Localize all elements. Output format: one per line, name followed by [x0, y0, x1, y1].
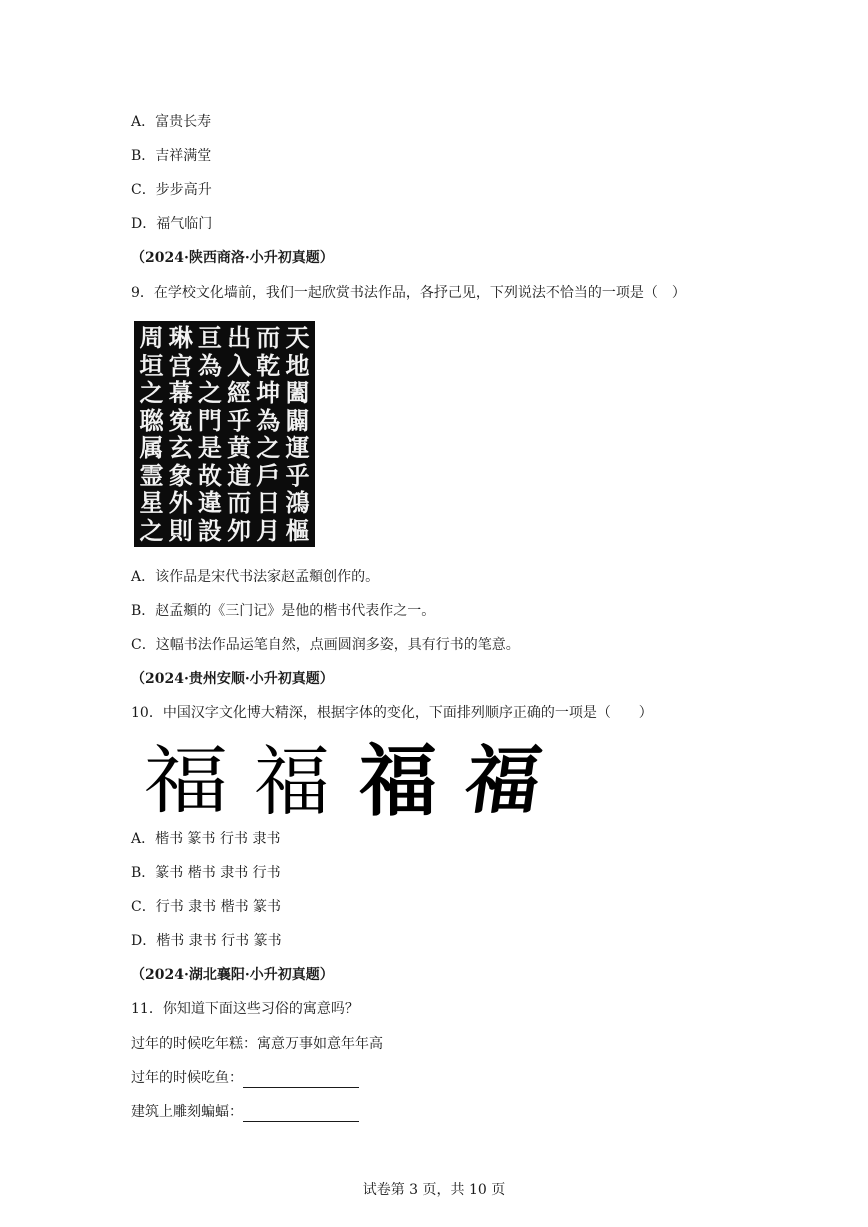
q8-option-d: D．福气临门 — [131, 216, 213, 232]
calligraphy-char: 經 — [227, 378, 252, 408]
calligraphy-char: 為 — [197, 350, 222, 380]
calligraphy-char: 星 — [139, 488, 164, 518]
fu-char-4: 福 — [460, 738, 547, 824]
calligraphy-char: 違 — [197, 488, 222, 518]
calligraphy-char: 而 — [256, 323, 281, 352]
calligraphy-image — [134, 321, 315, 547]
calligraphy-char: 之 — [256, 433, 281, 463]
q11-item-bat — [131, 1102, 359, 1122]
q9-option-b: B．赵孟頫的《三门记》是他的楷书代表作之一。 — [131, 603, 436, 619]
calligraphy-char: 外 — [168, 488, 193, 518]
q11-source: （2024·湖北襄阳·小升初真题） — [131, 967, 334, 983]
calligraphy-column — [166, 324, 195, 544]
calligraphy-char: 闢 — [285, 405, 310, 435]
page-footer: 试卷第 3 页，共 10 页 — [362, 1182, 506, 1198]
q8-option-a: A．富贵长寿 — [131, 114, 212, 130]
fu-char-1: 福 — [143, 738, 229, 824]
calligraphy-char: 天 — [285, 323, 310, 352]
calligraphy-char: 之 — [139, 378, 164, 408]
calligraphy-char: 設 — [197, 515, 222, 545]
q9-option-c: C．这幅书法作品运笔自然，点画圆润多姿，具有行书的笔意。 — [131, 637, 520, 653]
calligraphy-char: 寃 — [168, 405, 193, 435]
q8-option-b: B．吉祥满堂 — [131, 148, 212, 164]
calligraphy-char: 夘 — [227, 515, 252, 545]
calligraphy-char: 日 — [256, 488, 281, 518]
calligraphy-column — [283, 324, 312, 544]
calligraphy-char: 象 — [168, 460, 193, 490]
q9-stem: 9．在学校文化墙前，我们一起欣赏书法作品，各抒己见，下列说法不恰当的一项是（ ） — [131, 285, 686, 301]
calligraphy-column — [225, 324, 254, 544]
q8-option-c: C．步步高升 — [131, 182, 212, 198]
q11-stem: 11．你知道下面这些习俗的寓意吗？ — [131, 1001, 359, 1017]
q10-option-b: B．篆书 楷书 隶书 行书 — [131, 865, 281, 881]
calligraphy-column — [195, 324, 224, 544]
calligraphy-char: 闔 — [285, 378, 310, 408]
calligraphy-char: 黄 — [227, 433, 252, 463]
calligraphy-char: 乎 — [285, 460, 310, 490]
fu-char-3: 福 — [358, 736, 437, 827]
q10-option-d: D．楷书 隶书 行书 篆书 — [131, 933, 282, 949]
calligraphy-column — [137, 324, 166, 544]
calligraphy-char: 月 — [256, 515, 281, 545]
calligraphy-char: 乎 — [227, 405, 252, 435]
calligraphy-char: 坤 — [256, 378, 281, 408]
calligraphy-char: 入 — [227, 350, 252, 380]
calligraphy-char: 玄 — [168, 433, 193, 463]
calligraphy-char: 聮 — [139, 405, 164, 435]
calligraphy-char: 琳 — [168, 323, 193, 352]
calligraphy-char: 幕 — [168, 378, 193, 408]
q10-option-a: A．楷书 篆书 行书 隶书 — [131, 831, 281, 847]
calligraphy-char: 樞 — [285, 515, 310, 545]
q10-source: （2024·贵州安顺·小升初真题） — [131, 671, 334, 687]
calligraphy-char: 亘 — [197, 323, 222, 352]
q10-stem: 10．中国汉字文化博大精深，根据字体的变化，下面排列顺序正确的一项是（ ） — [131, 705, 653, 721]
calligraphy-char: 而 — [227, 488, 252, 518]
calligraphy-char: 道 — [227, 460, 252, 490]
answer-blank-bat[interactable] — [243, 1107, 359, 1122]
calligraphy-char: 鴻 — [285, 488, 310, 518]
calligraphy-char: 地 — [285, 350, 310, 380]
calligraphy-char: 故 — [197, 460, 222, 490]
q11-item-fish-label: 过年的时候吃鱼： — [131, 1070, 243, 1086]
calligraphy-column — [254, 324, 283, 544]
q9-source: （2024·陕西商洛·小升初真题） — [131, 250, 334, 266]
calligraphy-char: 戶 — [256, 460, 281, 490]
q10-option-c: C．行书 隶书 楷书 篆书 — [131, 899, 282, 915]
calligraphy-char: 則 — [168, 515, 193, 545]
q11-item-fish — [131, 1068, 359, 1088]
calligraphy-char: 宫 — [168, 350, 193, 380]
q11-item-bat-label: 建筑上雕刻蝙蝠： — [131, 1104, 243, 1120]
calligraphy-char: 乾 — [256, 350, 281, 380]
answer-blank-fish[interactable] — [243, 1073, 359, 1088]
calligraphy-char: 是 — [197, 433, 222, 463]
fu-char-2: 福 — [254, 736, 330, 826]
q9-option-a: A．该作品是宋代书法家赵孟頫创作的。 — [131, 569, 380, 585]
calligraphy-char: 垣 — [139, 350, 164, 380]
calligraphy-char: 周 — [139, 323, 164, 352]
calligraphy-char: 運 — [285, 433, 310, 463]
q11-example: 过年的时候吃年糕：寓意万事如意年年高 — [131, 1036, 383, 1052]
calligraphy-char: 属 — [139, 433, 164, 463]
calligraphy-char: 霊 — [139, 460, 164, 490]
fu-characters-image — [133, 732, 563, 827]
calligraphy-char: 門 — [197, 405, 222, 435]
calligraphy-char: 出 — [227, 323, 252, 352]
calligraphy-char: 為 — [256, 405, 281, 435]
calligraphy-char: 之 — [197, 378, 222, 408]
calligraphy-char: 之 — [139, 515, 164, 545]
